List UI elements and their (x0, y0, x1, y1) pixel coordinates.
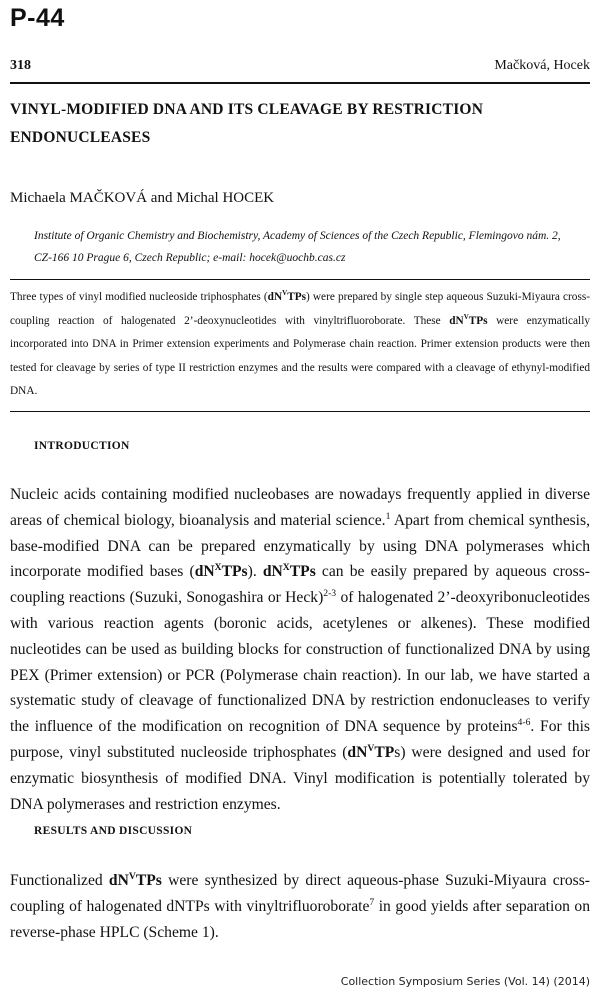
title-line-1: VINYL-MODIFIED DNA AND ITS CLEAVAGE BY RESTRICTION (10, 101, 484, 118)
page-number: 318 (10, 58, 31, 73)
author-list: Michaela MAČKOVÁ and Michal HOCEK (10, 190, 275, 206)
abstract-text-2: ) were prepared by single step aqueous Suzuki-Miyaura cross-coupling reaction of halogenated 2’-deoxynucleotides with vinyltrifluoroborate. These (10, 291, 590, 327)
running-authors: Mačková, Hocek (494, 58, 590, 73)
affiliation-line-1: Institute of Organic Chemistry and Biochemistry, Academy of Sciences of the Czech Republic, Flemingovo nám. 2, (34, 230, 561, 242)
results-paragraph: Functionalized $dN^VTPs$ were synthesized by direct aqueous-phase Suzuki-Miyaura cross-coupling of halogenated dNTPs with vinyltrifluoroborate$^7$ in good yields after separation on reverse-phase HPLC (Scheme 1). (10, 870, 590, 941)
abstract-text-3: were enzymatically incorporated into DNA in Primer extension experiments and Polymerase chain reaction. Primer extension products were then tested for cleavage by series of type II restriction enzymes and the results were compared with a cleavage of ethynyl-modified DNA. (10, 314, 590, 397)
compound-dnxtps: $dN^XTPs$ (194, 562, 248, 581)
results-heading: RESULTS AND DISCUSSION (34, 825, 193, 837)
compound-dnxtps: $dN^XTPs$ (262, 562, 316, 581)
paper-title (10, 96, 560, 152)
journal-footer: Collection Symposium Series (Vol. 14) (2014) (340, 975, 590, 988)
citation-4-6: 4-6 (517, 716, 531, 728)
citation-2-3: 2-3 (323, 588, 337, 599)
compound-dnvtps: $dN^VTPs$ (108, 870, 162, 889)
header-rule (10, 82, 590, 84)
running-header (10, 58, 590, 80)
abstract-bottom-rule (10, 411, 590, 412)
citation-1: 1 (385, 510, 391, 522)
affiliation-line-2: CZ-166 10 Prague 6, Czech Republic; e-mail: hocek@uochb.cas.cz (34, 252, 346, 264)
abstract-top-rule (10, 279, 590, 280)
title-line-2: ENDONUCLEASES (10, 129, 151, 146)
compound-dnvtps: $dN^VTPs$ (267, 289, 307, 303)
abstract-text-1: Three types of vinyl modified nucleoside triphosphates ( (10, 291, 268, 303)
affiliation (34, 225, 586, 269)
compound-dnvtps: $dN^VTPs$ (449, 312, 488, 327)
introduction-paragraph: Nucleic acids containing modified nucleobases are nowadays frequently applied in diverse areas of chemical biology, bioanalysis and material science.$^1$ Apart from chemical synthesis, base-modified DNA can be prepared enzymatically by using DNA polymerases which incorporate modified bases $(dN^XTPs)$. $dN^XTPs$ can be easily prepared by aqueous cross-coupling reactions (Suzuki, Sonogashira or Heck)$^{2-3}$ of halogenated 2’-deoxyribonucleotides with various reaction agents (boronic acids, acetylenes or alkenes). These modified nucleotides can be used as building blocks for construction of functionalized DNA by using PEX (Primer extension) or PCR (Polymerase chain reaction). In our lab, we have started a systematic study of cleavage of functionalized DNA by restriction endonucleases to verify the influence of the modification on recognition of DNA sequence by proteins$^{4-6}$. For this purpose, vinyl substituted nucleoside triphosphates $(dN^VTPs)$ were designed and used for enzymatic biosynthesis of modified DNA. Vinyl modification is potentially tolerated by DNA polymerases and restriction enzymes. (10, 486, 590, 813)
introduction-heading: INTRODUCTION (34, 440, 130, 452)
abstract (10, 286, 590, 404)
compound-dnvtp: $dN^VTP$ (347, 742, 395, 761)
citation-7: 7 (369, 896, 375, 908)
poster-id: P-44 (10, 4, 65, 32)
